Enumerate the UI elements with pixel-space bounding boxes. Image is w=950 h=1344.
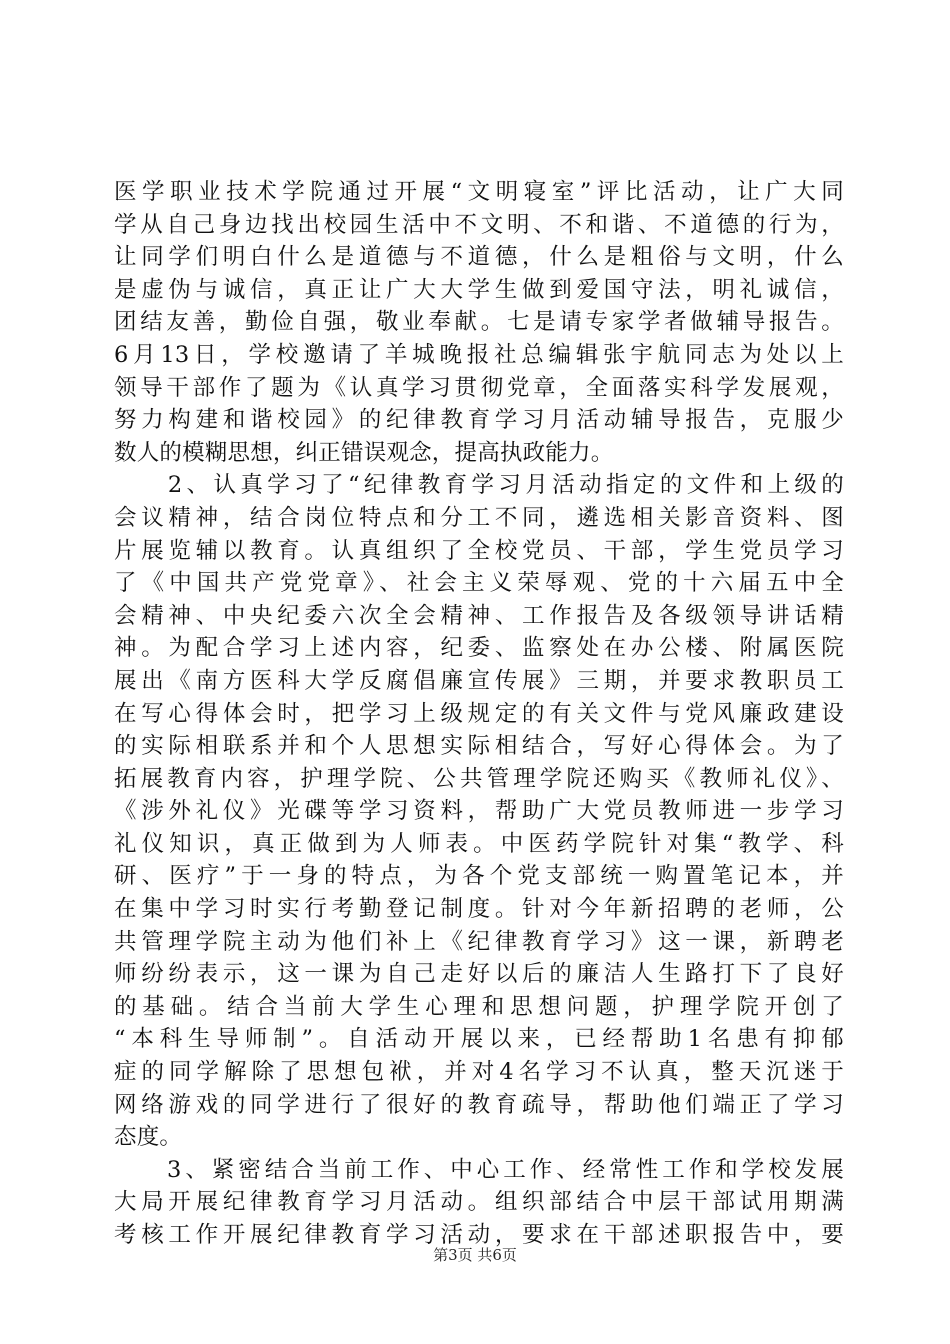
text-line: 共管理学院主动为他们补上《纪律教育学习》这一课，新聘老 <box>114 928 844 955</box>
text-line: 研、医疗”于一身的特点，为各个党支部统一购置笔记本，并 <box>114 863 844 890</box>
text-line: 展出《南方医科大学反腐倡廉宣传展》三期，并要求教职员工 <box>114 667 844 694</box>
text-line: 了《中国共产党党章》、社会主义荣辱观、党的十六届五中全 <box>114 570 844 597</box>
text-line: 数人的模糊思想，纠正错误观念，提高执政能力。 <box>114 439 614 466</box>
text-line: 学从自己身边找出校园生活中不文明、不和谐、不道德的行为， <box>114 211 844 238</box>
document-body <box>114 176 844 1252</box>
text-line: 大局开展纪律教育学习月活动。组织部结合中层干部试用期满 <box>114 1189 844 1216</box>
text-line: 会议精神，结合岗位特点和分工不同，遴选相关影音资料、图 <box>114 504 844 531</box>
text-line: 神。为配合学习上述内容，纪委、监察处在办公楼、附属医院 <box>114 635 844 662</box>
text-line: 考核工作开展纪律教育学习活动，要求在干部述职报告中，要 <box>114 1222 844 1248</box>
text-line: 团结友善，勤俭自强，敬业奉献。七是请专家学者做辅导报告。 <box>114 309 844 336</box>
text-line: 的基础。结合当前大学生心理和思想问题，护理学院开创了 <box>114 993 844 1020</box>
text-line: 《涉外礼仪》光碟等学习资料，帮助广大党员教师进一步学习 <box>114 798 844 825</box>
text-line: 医学职业技术学院通过开展“文明寝室”评比活动，让广大同 <box>114 179 844 205</box>
text-line: 领导干部作了题为《认真学习贯彻党章，全面落实科学发展观， <box>114 374 844 401</box>
text-line: 2、认真学习了“纪律教育学习月活动指定的文件和上级的 <box>114 472 844 499</box>
text-line: 在集中学习时实行考勤登记制度。针对今年新招聘的老师，公 <box>114 896 844 923</box>
text-line: 拓展教育内容，护理学院、公共管理学院还购买《教师礼仪》、 <box>114 765 844 792</box>
text-line: 在写心得体会时，把学习上级规定的有关文件与党风廉政建设 <box>114 700 844 727</box>
text-line: 片展览辅以教育。认真组织了全校党员、干部，学生党员学习 <box>114 537 844 564</box>
text-line: “本科生导师制”。自活动开展以来，已经帮助1名患有抑郁 <box>114 1026 844 1053</box>
text-line: 师纷纷表示，这一课为自己走好以后的廉洁人生路打下了良好 <box>114 961 844 988</box>
text-line: 网络游戏的同学进行了很好的教育疏导，帮助他们端正了学习 <box>114 1091 844 1118</box>
text-line: 努力构建和谐校园》的纪律教育学习月活动辅导报告，克服少 <box>114 407 844 434</box>
text-line: 是虚伪与诚信，真正让广大大学生做到爱国守法，明礼诚信， <box>114 276 844 303</box>
text-line: 症的同学解除了思想包袱，并对4名学习不认真，整天沉迷于 <box>114 1059 844 1086</box>
text-line: 的实际相联系并和个人思想实际相结合，写好心得体会。为了 <box>114 733 844 760</box>
text-line: 礼仪知识，真正做到为人师表。中医药学院针对集“教学、科 <box>114 830 844 857</box>
page-footer: 第3页 共6页 <box>433 1246 517 1264</box>
text-line: 6月13日，学校邀请了羊城晚报社总编辑张宇航同志为处以上 <box>114 341 844 368</box>
text-line: 让同学们明白什么是道德与不道德，什么是粗俗与文明，什么 <box>114 244 844 271</box>
text-line: 会精神、中央纪委六次全会精神、工作报告及各级领导讲话精 <box>114 602 844 629</box>
text-line: 3、紧密结合当前工作、中心工作、经常性工作和学校发展 <box>114 1156 844 1183</box>
text-line: 态度。 <box>114 1124 183 1151</box>
